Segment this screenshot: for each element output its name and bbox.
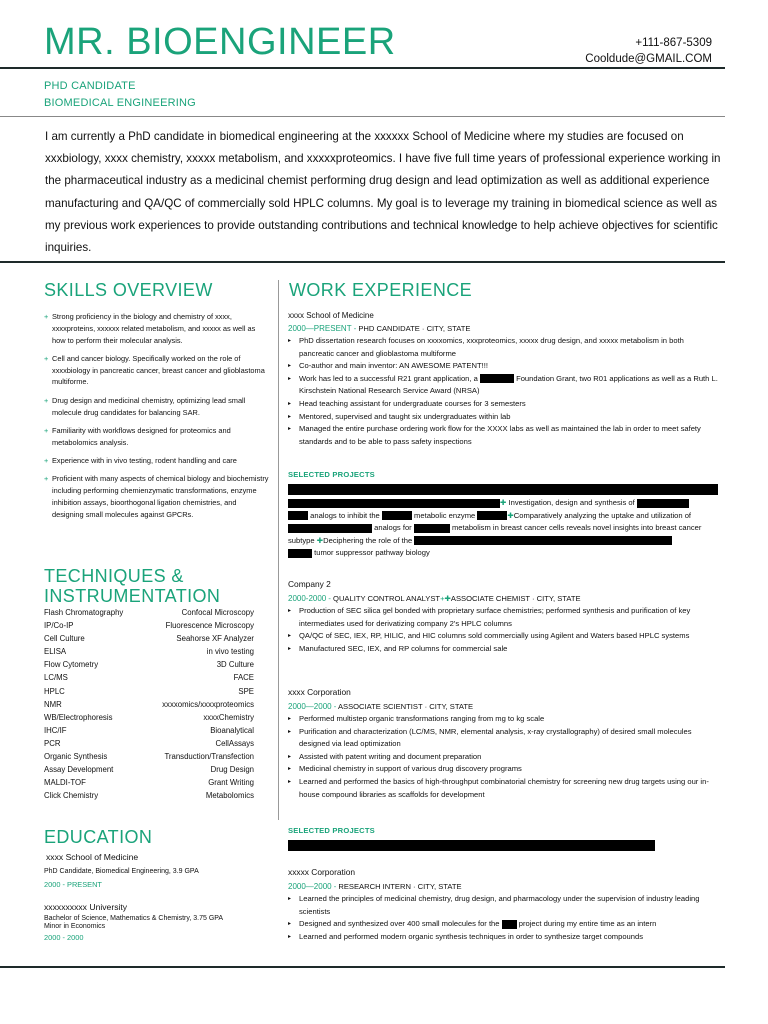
technique-row (44, 776, 254, 789)
technique-right: Fluorescence Microscopy (165, 621, 254, 631)
technique-left: HPLC (44, 686, 65, 696)
job-1-bullet: ▸ Work has led to a successful R21 grant application, a Foundation Grant, two R01 applications as well as a Ruth L. Kirschstein National Research Service Award (NRSA) (288, 373, 718, 396)
technique-right: Seahorse XF Analyzer (176, 634, 254, 644)
technique-right: Confocal Microscopy (181, 608, 254, 617)
job-3: xxxx Corporation 2000—2000 - ASSOCIATE SCIENTIST · CITY, STATE ▸ Performed multistep organic transformations ranging from mg to kg scale ▸ Purification and characterization (LC/MS, NMR, elemental analysis, x-ray crystallography) of desired small molecules designed via lead optimization ▸ Assisted with patent writing and document preparation ▸ Medicinal chemistry in support of various drug discovery programs ▸ Learned and performed the basics of high-throughput combinatorial chemistry for screening new drug targets using our in-house compound libraries as scaffolds for development (288, 686, 718, 801)
job-2-bullet: ▸ Production of SEC silica gel bonded with proprietary surface chemistries; performed synthesis and purification of key intermediates used for derivatizing company 2's HPLC columns (288, 606, 691, 628)
job-4-bullet: ▸ Designed and synthesized over 400 small molecules for the project during my entire time as an intern (288, 919, 657, 929)
technique-left: Click Chemistry (44, 791, 99, 801)
summary-paragraph: I am currently a PhD candidate in biomedical engineering at the xxxxxx School of Medicine where my studies are focused on xxxbiology, xxxx chemistry, xxxxx metabolism, and xxxxxproteomics. I have five full time years of professional experience working in the pharmaceutical industry as a medicinal chemist performing drug design and lead optimization as well as additional experience manufacturing and QA/QC of commercially sold HPLC columns. My goal is to leverage my training in biomedical science as well as my previous work experiences to provide outstanding contributions and technical knowledge to help achieve objectives for scientific inquiries. (45, 130, 721, 255)
job-1-company: xxxx School of Medicine (288, 311, 374, 320)
job-1-bullet: ▸ Co-author and main inventor: AN AWESOME PATENT!!! (288, 361, 488, 371)
education-heading: EDUCATION (44, 827, 153, 847)
technique-left: IHC/IF (44, 725, 67, 735)
footer-rule (0, 966, 725, 968)
technique-left: WB/Electrophoresis (44, 712, 113, 722)
technique-row (44, 658, 254, 671)
job-2-role: QUALITY CONTROL ANALYST (333, 593, 441, 603)
job-1-bullet: ▸ Mentored, supervised and taught six undergraduates within lab (288, 411, 511, 421)
technique-right: CellAssays (215, 738, 254, 748)
technique-left: MALDI-TOF (44, 778, 86, 788)
techniques-heading: TECHNIQUES & INSTRUMENTATION (44, 566, 221, 606)
technique-row (44, 606, 254, 619)
technique-row (44, 737, 254, 750)
job-3-bullet: ▸ Performed multistep organic transformations ranging from mg to kg scale (288, 714, 545, 723)
job-1-bullet: ▸ PhD dissertation research focuses on xxxxomics, xxxproteomics, xxxxx drug design, and xxxxx metabolism in both pancreatic cancer and glioblastoma multiforme (288, 336, 684, 358)
technique-right: Bioanalytical (210, 725, 254, 735)
technique-right: xxxxChemistry (203, 712, 254, 722)
technique-right: 3D Culture (216, 660, 254, 670)
job-4-company: xxxxx Corporation (288, 867, 356, 877)
technique-row (44, 711, 254, 724)
job-3-role: ASSOCIATE SCIENTIST · CITY, STATE (337, 701, 474, 711)
technique-right: Metabolomics (205, 791, 254, 801)
skill-item: + Strong proficiency in the biology and chemistry of xxxx, xxxxproteins, xxxxxx related metabolism, and xxxxx as well as how to perform their molecular analysis. (44, 312, 256, 345)
school-2: xxxxxxxxxx University (44, 902, 128, 912)
technique-right: SPE (238, 686, 254, 696)
job-1-bullet: ▸ Managed the entire purchase ordering work flow for the XXXX labs as well as maintained the lab in order to meet safety standards and to be able to pass safety inspections (288, 424, 701, 446)
skill-item: + Familiarity with workflows designed for proteomics and metabolomics analysis. (44, 425, 231, 447)
job-3-bullet: ▸ Medicinal chemistry in support of various drug discovery programs (288, 764, 522, 774)
skills-heading: SKILLS OVERVIEW (44, 280, 213, 300)
work-heading: WORK EXPERIENCE (289, 280, 473, 300)
technique-right: FACE (233, 673, 254, 683)
summary-top-rule (0, 116, 725, 117)
job-4-role: RESEARCH INTERN · CITY, STATE (338, 881, 462, 891)
job-1-bullet: ▸ Head teaching assistant for undergraduate courses for 3 semesters (288, 398, 526, 408)
technique-left: NMR (44, 699, 62, 709)
redacted-bar-2 (288, 840, 655, 851)
selected-projects-text: ✚ Investigation, design and synthesis of analogs to inhibit the metabolic enzyme ✚Comparatively analyzing the uptake and utilization of analogs for metabolism in breast cancer cells reveals novel insights into breast cancer subtype ✚Deciphering the role of the tumor suppressor pathway biology (288, 498, 702, 557)
technique-row (44, 671, 254, 684)
technique-left: LC/MS (44, 673, 68, 683)
technique-row (44, 619, 254, 632)
technique-left: Flow Cytometry (44, 660, 99, 670)
job-2-bullet: ▸ Manufactured SEC, IEX, and RP columns for commercial sale (288, 643, 508, 653)
job-4: xxxxx Corporation 2000—2000 - RESEARCH INTERN · CITY, STATE ▸ Learned the principles of medicinal chemistry, drug design, and pharmacology under the supervision of industry leading scientists ▸ Designed and synthesized over 400 small molecules for the project during my entire time as an intern ▸ Learned and performed modern organic synthesis techniques in order to synthesize target compounds (288, 866, 718, 943)
technique-row (44, 645, 254, 658)
job-2-company: Company 2 (288, 579, 331, 589)
phone-number: +111-867-5309 (635, 37, 712, 49)
job-1-dates: 2000—PRESENT (288, 323, 352, 333)
job-3-bullet: ▸ Assisted with patent writing and document preparation (288, 751, 482, 761)
technique-right: Transduction/Transfection (164, 752, 254, 762)
technique-right: in vivo testing (206, 647, 254, 657)
technique-left: Organic Synthesis (44, 752, 108, 762)
job-3-bullet: ▸ Learned and performed the basics of high-throughput combinatorial chemistry for screening new drug targets using our in-house compound libraries as scaffolds for development (288, 776, 709, 799)
technique-row (44, 789, 254, 802)
title-line-2: BIOMEDICAL ENGINEERING (44, 97, 196, 109)
technique-left: Assay Development (44, 765, 114, 775)
technique-right: xxxxomics/xxxxproteomics (162, 699, 254, 709)
dates-1: 2000 - PRESENT (44, 880, 102, 889)
job-3-bullet: ▸ Purification and characterization (LC/MS, NMR, elemental analysis, x-ray crystallography) of desired small molecules designed via lead optimization (288, 726, 692, 749)
skill-item: + Experience with in vivo testing, rodent handling and care (44, 455, 237, 465)
skill-item: + Proficient with many aspects of chemical biology and biochemistry including performing chemienzymatic transformations, enzyme inhibition assays, bioorthogonal ligation chemistries, and designing small molecules against GPCRs. (44, 474, 269, 519)
dates-2: 2000 - 2000 (44, 933, 84, 942)
job-2-dates: 2000-2000 (288, 593, 327, 603)
title-line-1: PHD CANDIDATE (44, 80, 136, 92)
technique-left: Flash Chromatography (44, 608, 124, 617)
education-section (44, 852, 270, 942)
job-3-company: xxxx Corporation (288, 687, 351, 697)
minor: Minor in Economics (44, 923, 106, 930)
job-2-bullet: ▸ QA/QC of SEC, IEX, RP, HILIC, and HIC columns sold commercially using Agilent and Waters based HPLC systems (288, 631, 690, 641)
technique-left: PCR (44, 738, 61, 748)
skill-item: + Drug design and medicinal chemistry, optimizing lead small molecule drug candidates for balancing SAR. (44, 395, 246, 417)
job-4-bullet: ▸ Learned and performed modern organic synthesis techniques in order to synthesize target compounds (288, 931, 644, 941)
header-rule (0, 67, 725, 69)
job-2-role-2: ASSOCIATE CHEMIST · CITY, STATE (450, 593, 581, 603)
email-address: Cooldude@GMAIL.COM (585, 53, 712, 65)
technique-right: Drug Design (210, 765, 254, 775)
technique-left: IP/Co-IP (44, 621, 74, 631)
summary-bottom-rule (0, 261, 725, 263)
skills-list (44, 311, 270, 527)
job-3-dates: 2000—2000 (288, 701, 332, 711)
technique-row (44, 724, 254, 737)
technique-row (44, 698, 254, 711)
skill-item: + Cell and cancer biology. Specifically worked on the role of xxxxbiology in pancreatic cancer, breast cancer and glioblastoma multiforme. (44, 353, 265, 387)
redacted-bar (288, 484, 718, 495)
job-4-dates: 2000—2000 (288, 881, 332, 891)
candidate-name: MR. BIOENGINEER (44, 21, 396, 63)
technique-row (44, 632, 254, 645)
column-divider (278, 280, 279, 820)
contact-block (585, 35, 712, 67)
selected-projects-1: SELECTED PROJECTS (288, 470, 375, 479)
technique-row (44, 763, 254, 776)
technique-right: Grant Writing (208, 778, 254, 788)
school-1: xxxx School of Medicine (46, 852, 139, 862)
job-1-role: PHD CANDIDATE · CITY, STATE (358, 323, 471, 333)
job-4-bullet: ▸ Learned the principles of medicinal chemistry, drug design, and pharmacology under the supervision of industry leading scientists (288, 894, 700, 916)
technique-row (44, 685, 254, 698)
job-2: Company 2 2000-2000 - QUALITY CONTROL ANALYST+✚ASSOCIATE CHEMIST · CITY, STATE ▸ Production of SEC silica gel bonded with proprietary surface chemistries; performed synthesis and purification of key intermediates used for derivatizing company 2's HPLC columns ▸ QA/QC of SEC, IEX, RP, HILIC, and HIC columns sold commercially using Agilent and Waters based HPLC systems ▸ Manufactured SEC, IEX, and RP columns for commercial sale (288, 578, 718, 655)
degree-1: PhD Candidate, Biomedical Engineering, 3.9 GPA (44, 868, 199, 875)
job-1: xxxx School of Medicine 2000—PRESENT - PHD CANDIDATE · CITY, STATE ▸ PhD dissertation research focuses on xxxxomics, xxxproteomics, xxxxx drug design, and xxxxx metabolism in both pancreatic cancer and glioblastoma multiforme ▸ Co-author and main inventor: AN AWESOME PATENT!!! ▸ Work has led to a successful R21 grant application, a Foundation Grant, two R01 applications as well as a Ruth L. Kirschstein National Research Service Award (NRSA) ▸ Head teaching assistant for undergraduate courses for 3 semesters ▸ Mentored, supervised and taught six undergraduates within lab ▸ Managed the entire purchase ordering work flow for the XXXX labs as well as maintained the lab in order to meet safety standards and to be able to pass safety inspections (288, 310, 718, 448)
technique-row (44, 750, 254, 763)
technique-left: Cell Culture (44, 634, 85, 644)
degree-2: Bachelor of Science, Mathematics & Chemistry, 3.75 GPA (44, 915, 224, 922)
technique-left: ELISA (44, 647, 67, 657)
techniques-grid (44, 606, 254, 802)
selected-projects-2: SELECTED PROJECTS (288, 826, 375, 835)
